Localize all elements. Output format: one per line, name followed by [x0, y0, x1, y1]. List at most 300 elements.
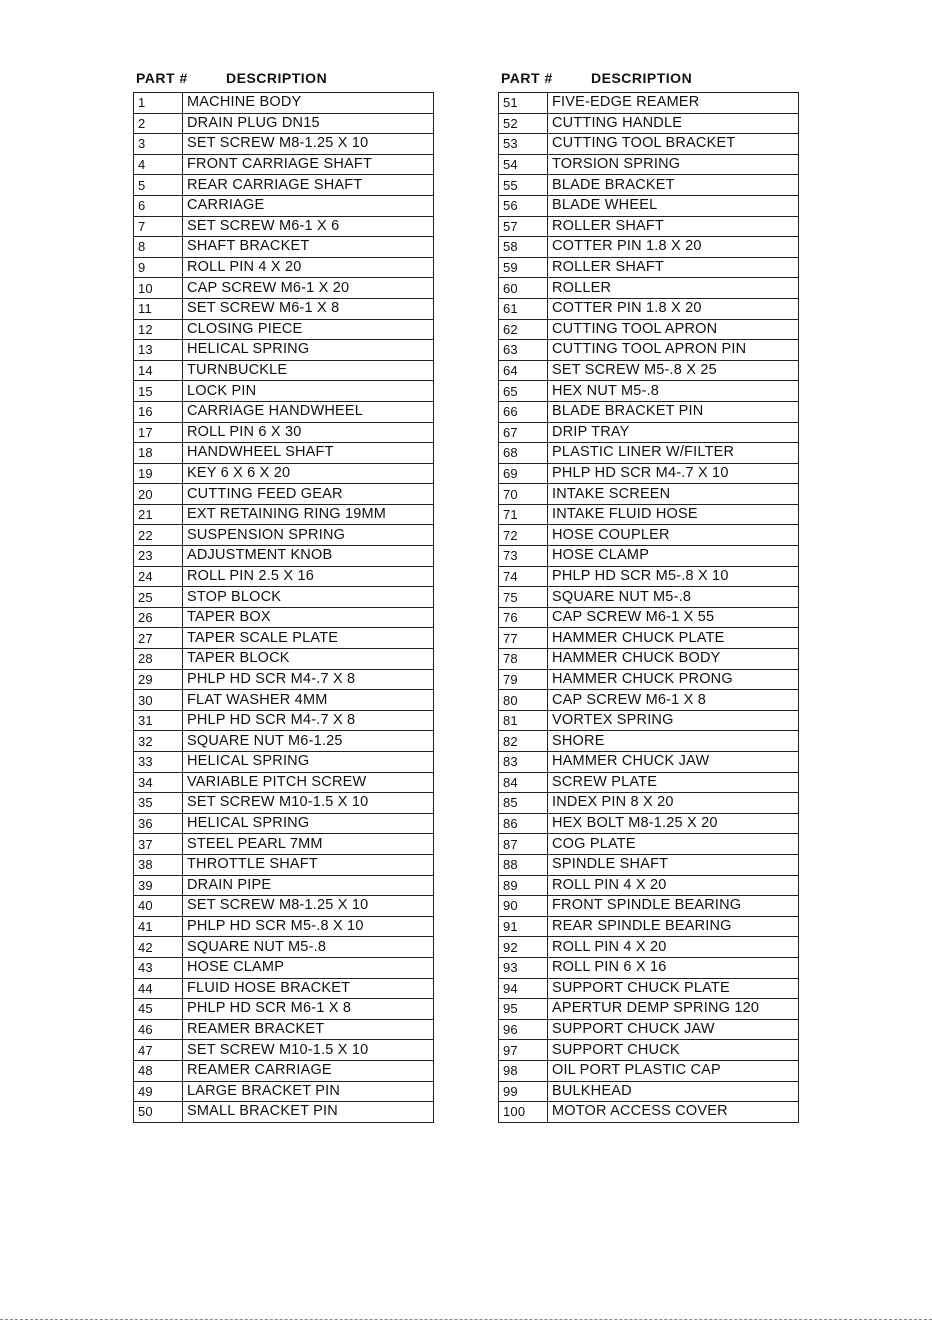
part-description-cell: SUPPORT CHUCK JAW: [548, 1019, 799, 1040]
part-description-cell: PHLP HD SCR M4-.7 X 8: [183, 669, 434, 690]
part-number-cell: 84: [499, 772, 548, 793]
part-number-cell: 57: [499, 216, 548, 237]
part-description-cell: FRONT SPINDLE BEARING: [548, 896, 799, 917]
table-row: [499, 1060, 799, 1081]
part-number-cell: 61: [499, 298, 548, 319]
parts-column-left: [133, 70, 434, 1123]
part-number-cell: 88: [499, 854, 548, 875]
part-description-cell: SUPPORT CHUCK PLATE: [548, 978, 799, 999]
part-description-cell: BLADE BRACKET PIN: [548, 401, 799, 422]
part-number-cell: 77: [499, 628, 548, 649]
table-row: [134, 504, 434, 525]
part-description-cell: SET SCREW M8-1.25 X 10: [183, 896, 434, 917]
table-row: [499, 854, 799, 875]
table-row: [134, 607, 434, 628]
part-description-cell: ROLL PIN 6 X 30: [183, 422, 434, 443]
table-row: [499, 1019, 799, 1040]
part-number-cell: 38: [134, 854, 183, 875]
table-row: [499, 216, 799, 237]
part-number-cell: 98: [499, 1060, 548, 1081]
table-row: [134, 195, 434, 216]
table-row: [499, 195, 799, 216]
part-description-cell: CUTTING TOOL APRON PIN: [548, 340, 799, 361]
part-number-cell: 75: [499, 587, 548, 608]
table-row: [499, 731, 799, 752]
part-number-cell: 89: [499, 875, 548, 896]
part-description-cell: DRAIN PLUG DN15: [183, 113, 434, 134]
part-description-cell: ADJUSTMENT KNOB: [183, 546, 434, 567]
part-number-cell: 16: [134, 401, 183, 422]
part-description-cell: COG PLATE: [548, 834, 799, 855]
table-row: [134, 566, 434, 587]
table-row: [134, 587, 434, 608]
part-description-cell: CARRIAGE: [183, 195, 434, 216]
part-number-header: PART #: [501, 70, 553, 86]
part-number-cell: 45: [134, 999, 183, 1020]
part-description-cell: HEX NUT M5-.8: [548, 381, 799, 402]
table-row: [134, 93, 434, 114]
table-row: [134, 237, 434, 258]
table-row: [134, 793, 434, 814]
part-number-cell: 28: [134, 649, 183, 670]
part-number-cell: 92: [499, 937, 548, 958]
table-row: [499, 999, 799, 1020]
table-row: [134, 340, 434, 361]
part-description-cell: EXT RETAINING RING 19MM: [183, 504, 434, 525]
table-row: [134, 978, 434, 999]
part-number-cell: 15: [134, 381, 183, 402]
table-row: [499, 875, 799, 896]
part-number-cell: 44: [134, 978, 183, 999]
part-number-cell: 12: [134, 319, 183, 340]
table-row: [134, 113, 434, 134]
part-number-cell: 8: [134, 237, 183, 258]
table-row: [134, 1019, 434, 1040]
part-number-cell: 14: [134, 360, 183, 381]
part-number-cell: 17: [134, 422, 183, 443]
part-description-cell: SQUARE NUT M5-.8: [183, 937, 434, 958]
part-number-cell: 29: [134, 669, 183, 690]
part-description-cell: SUPPORT CHUCK: [548, 1040, 799, 1061]
part-number-cell: 43: [134, 957, 183, 978]
part-description-cell: COTTER PIN 1.8 X 20: [548, 237, 799, 258]
table-row: [499, 587, 799, 608]
part-number-cell: 24: [134, 566, 183, 587]
part-description-cell: HAMMER CHUCK PLATE: [548, 628, 799, 649]
part-number-cell: 19: [134, 463, 183, 484]
table-row: [499, 237, 799, 258]
part-number-cell: 47: [134, 1040, 183, 1061]
part-description-cell: LOCK PIN: [183, 381, 434, 402]
table-row: [499, 1081, 799, 1102]
part-number-cell: 60: [499, 278, 548, 299]
table-row: [499, 319, 799, 340]
part-number-cell: 2: [134, 113, 183, 134]
part-description-cell: HANDWHEEL SHAFT: [183, 443, 434, 464]
part-number-cell: 11: [134, 298, 183, 319]
part-description-cell: FLAT WASHER 4MM: [183, 690, 434, 711]
part-description-cell: SET SCREW M10-1.5 X 10: [183, 1040, 434, 1061]
part-description-cell: VORTEX SPRING: [548, 710, 799, 731]
part-description-cell: SUSPENSION SPRING: [183, 525, 434, 546]
table-row: [134, 154, 434, 175]
part-number-cell: 31: [134, 710, 183, 731]
part-description-cell: ROLL PIN 4 X 20: [183, 257, 434, 278]
table-row: [134, 628, 434, 649]
table-row: [134, 360, 434, 381]
part-description-cell: PLASTIC LINER W/FILTER: [548, 443, 799, 464]
part-description-cell: SHORE: [548, 731, 799, 752]
part-description-cell: SQUARE NUT M6-1.25: [183, 731, 434, 752]
table-row: [499, 401, 799, 422]
table-row: [499, 710, 799, 731]
part-number-cell: 3: [134, 134, 183, 155]
table-row: [499, 546, 799, 567]
part-description-cell: HELICAL SPRING: [183, 752, 434, 773]
part-number-cell: 40: [134, 896, 183, 917]
part-description-cell: INTAKE FLUID HOSE: [548, 504, 799, 525]
table-row: [499, 566, 799, 587]
page-bottom-divider: [0, 1319, 932, 1320]
part-number-cell: 53: [499, 134, 548, 155]
part-description-cell: ROLL PIN 6 X 16: [548, 957, 799, 978]
part-description-cell: CUTTING TOOL APRON: [548, 319, 799, 340]
table-row: [499, 113, 799, 134]
part-description-cell: FLUID HOSE BRACKET: [183, 978, 434, 999]
part-number-cell: 34: [134, 772, 183, 793]
column-header: [133, 70, 434, 92]
table-row: [499, 154, 799, 175]
part-description-cell: STEEL PEARL 7MM: [183, 834, 434, 855]
part-number-cell: 93: [499, 957, 548, 978]
part-number-cell: 9: [134, 257, 183, 278]
part-number-cell: 58: [499, 237, 548, 258]
part-number-cell: 49: [134, 1081, 183, 1102]
part-description-cell: ROLLER SHAFT: [548, 216, 799, 237]
table-row: [499, 793, 799, 814]
part-description-cell: HELICAL SPRING: [183, 813, 434, 834]
part-description-cell: REAR CARRIAGE SHAFT: [183, 175, 434, 196]
table-row: [134, 649, 434, 670]
part-number-cell: 26: [134, 607, 183, 628]
part-number-cell: 21: [134, 504, 183, 525]
table-row: [134, 999, 434, 1020]
part-number-cell: 13: [134, 340, 183, 361]
part-number-cell: 30: [134, 690, 183, 711]
table-row: [134, 937, 434, 958]
part-description-cell: SET SCREW M10-1.5 X 10: [183, 793, 434, 814]
part-description-cell: HAMMER CHUCK JAW: [548, 752, 799, 773]
part-description-cell: CAP SCREW M6-1 X 55: [548, 607, 799, 628]
table-row: [499, 360, 799, 381]
part-description-cell: VARIABLE PITCH SCREW: [183, 772, 434, 793]
part-number-cell: 73: [499, 546, 548, 567]
part-number-cell: 36: [134, 813, 183, 834]
part-number-cell: 86: [499, 813, 548, 834]
part-description-cell: BLADE WHEEL: [548, 195, 799, 216]
part-description-cell: HAMMER CHUCK PRONG: [548, 669, 799, 690]
parts-table-left: [133, 92, 434, 1123]
part-description-cell: SET SCREW M6-1 X 6: [183, 216, 434, 237]
part-number-cell: 85: [499, 793, 548, 814]
table-row: [499, 298, 799, 319]
part-description-cell: CAP SCREW M6-1 X 20: [183, 278, 434, 299]
table-row: [499, 443, 799, 464]
part-description-cell: LARGE BRACKET PIN: [183, 1081, 434, 1102]
part-description-cell: MACHINE BODY: [183, 93, 434, 114]
part-number-cell: 82: [499, 731, 548, 752]
part-number-cell: 74: [499, 566, 548, 587]
part-description-cell: CLOSING PIECE: [183, 319, 434, 340]
part-number-cell: 100: [499, 1102, 548, 1123]
part-description-cell: INDEX PIN 8 X 20: [548, 793, 799, 814]
part-description-cell: INTAKE SCREEN: [548, 484, 799, 505]
part-number-cell: 37: [134, 834, 183, 855]
part-number-cell: 97: [499, 1040, 548, 1061]
table-row: [134, 463, 434, 484]
table-row: [499, 340, 799, 361]
table-row: [134, 669, 434, 690]
part-number-cell: 39: [134, 875, 183, 896]
part-description-cell: FIVE-EDGE REAMER: [548, 93, 799, 114]
table-row: [134, 278, 434, 299]
part-description-cell: FRONT CARRIAGE SHAFT: [183, 154, 434, 175]
table-row: [499, 669, 799, 690]
part-description-cell: HOSE COUPLER: [548, 525, 799, 546]
table-row: [499, 916, 799, 937]
part-description-cell: PHLP HD SCR M5-.8 X 10: [183, 916, 434, 937]
part-number-cell: 54: [499, 154, 548, 175]
part-description-cell: SPINDLE SHAFT: [548, 854, 799, 875]
table-row: [499, 134, 799, 155]
table-row: [499, 896, 799, 917]
part-number-cell: 79: [499, 669, 548, 690]
table-row: [499, 957, 799, 978]
table-row: [134, 896, 434, 917]
table-row: [134, 175, 434, 196]
part-number-cell: 46: [134, 1019, 183, 1040]
part-description-cell: SHAFT BRACKET: [183, 237, 434, 258]
table-row: [134, 1102, 434, 1123]
part-number-cell: 18: [134, 443, 183, 464]
part-number-cell: 62: [499, 319, 548, 340]
part-number-cell: 5: [134, 175, 183, 196]
part-description-cell: BULKHEAD: [548, 1081, 799, 1102]
part-number-cell: 35: [134, 793, 183, 814]
part-description-cell: REAMER BRACKET: [183, 1019, 434, 1040]
table-row: [134, 422, 434, 443]
part-description-cell: DRIP TRAY: [548, 422, 799, 443]
column-header: [498, 70, 799, 92]
part-description-cell: CUTTING TOOL BRACKET: [548, 134, 799, 155]
part-number-cell: 55: [499, 175, 548, 196]
table-row: [499, 504, 799, 525]
parts-table-right: [498, 92, 799, 1123]
table-row: [499, 257, 799, 278]
part-number-cell: 80: [499, 690, 548, 711]
table-row: [134, 525, 434, 546]
table-row: [134, 875, 434, 896]
part-description-cell: SQUARE NUT M5-.8: [548, 587, 799, 608]
part-description-cell: ROLL PIN 4 X 20: [548, 937, 799, 958]
table-row: [499, 278, 799, 299]
part-description-cell: BLADE BRACKET: [548, 175, 799, 196]
part-number-cell: 94: [499, 978, 548, 999]
part-description-cell: TAPER BOX: [183, 607, 434, 628]
table-row: [499, 381, 799, 402]
table-row: [499, 978, 799, 999]
part-number-cell: 67: [499, 422, 548, 443]
table-row: [134, 443, 434, 464]
table-row: [134, 710, 434, 731]
table-row: [499, 834, 799, 855]
part-description-cell: ROLL PIN 2.5 X 16: [183, 566, 434, 587]
table-row: [134, 916, 434, 937]
part-number-cell: 23: [134, 546, 183, 567]
part-number-cell: 56: [499, 195, 548, 216]
table-row: [134, 752, 434, 773]
table-row: [134, 834, 434, 855]
part-description-cell: ROLLER: [548, 278, 799, 299]
part-number-cell: 51: [499, 93, 548, 114]
part-number-cell: 63: [499, 340, 548, 361]
table-row: [499, 1102, 799, 1123]
table-row: [499, 1040, 799, 1061]
part-description-cell: HOSE CLAMP: [183, 957, 434, 978]
part-description-cell: TORSION SPRING: [548, 154, 799, 175]
part-description-cell: ROLL PIN 4 X 20: [548, 875, 799, 896]
part-description-cell: DRAIN PIPE: [183, 875, 434, 896]
table-row: [134, 298, 434, 319]
table-row: [134, 134, 434, 155]
part-number-cell: 42: [134, 937, 183, 958]
part-number-cell: 96: [499, 1019, 548, 1040]
part-number-cell: 83: [499, 752, 548, 773]
part-description-cell: PHLP HD SCR M4-.7 X 8: [183, 710, 434, 731]
part-description-cell: HEX BOLT M8-1.25 X 20: [548, 813, 799, 834]
part-number-cell: 95: [499, 999, 548, 1020]
part-description-cell: CARRIAGE HANDWHEEL: [183, 401, 434, 422]
part-number-cell: 90: [499, 896, 548, 917]
table-row: [499, 525, 799, 546]
table-row: [134, 690, 434, 711]
description-header: DESCRIPTION: [226, 70, 328, 86]
part-description-cell: HOSE CLAMP: [548, 546, 799, 567]
part-number-cell: 64: [499, 360, 548, 381]
part-description-cell: SET SCREW M5-.8 X 25: [548, 360, 799, 381]
part-number-cell: 4: [134, 154, 183, 175]
table-row: [499, 649, 799, 670]
part-number-cell: 72: [499, 525, 548, 546]
table-row: [134, 1040, 434, 1061]
part-description-cell: THROTTLE SHAFT: [183, 854, 434, 875]
part-description-cell: KEY 6 X 6 X 20: [183, 463, 434, 484]
part-number-cell: 81: [499, 710, 548, 731]
part-description-cell: CUTTING FEED GEAR: [183, 484, 434, 505]
part-number-cell: 6: [134, 195, 183, 216]
part-number-cell: 20: [134, 484, 183, 505]
part-number-cell: 50: [134, 1102, 183, 1123]
part-number-cell: 70: [499, 484, 548, 505]
table-row: [134, 1081, 434, 1102]
table-row: [499, 484, 799, 505]
part-number-cell: 76: [499, 607, 548, 628]
part-number-cell: 91: [499, 916, 548, 937]
part-number-cell: 32: [134, 731, 183, 752]
table-row: [134, 546, 434, 567]
part-description-cell: SET SCREW M8-1.25 X 10: [183, 134, 434, 155]
table-row: [134, 401, 434, 422]
part-number-cell: 25: [134, 587, 183, 608]
part-description-cell: STOP BLOCK: [183, 587, 434, 608]
table-row: [499, 628, 799, 649]
table-row: [499, 422, 799, 443]
part-number-cell: 69: [499, 463, 548, 484]
part-number-cell: 41: [134, 916, 183, 937]
part-description-cell: SET SCREW M6-1 X 8: [183, 298, 434, 319]
part-number-header: PART #: [136, 70, 188, 86]
part-number-cell: 87: [499, 834, 548, 855]
table-row: [134, 1060, 434, 1081]
table-row: [499, 607, 799, 628]
part-number-cell: 48: [134, 1060, 183, 1081]
part-number-cell: 52: [499, 113, 548, 134]
part-description-cell: PHLP HD SCR M6-1 X 8: [183, 999, 434, 1020]
description-header: DESCRIPTION: [591, 70, 693, 86]
part-description-cell: TURNBUCKLE: [183, 360, 434, 381]
table-row: [134, 957, 434, 978]
table-row: [134, 257, 434, 278]
part-description-cell: MOTOR ACCESS COVER: [548, 1102, 799, 1123]
part-description-cell: SCREW PLATE: [548, 772, 799, 793]
table-row: [499, 813, 799, 834]
part-description-cell: TAPER BLOCK: [183, 649, 434, 670]
table-row: [499, 752, 799, 773]
part-description-cell: SMALL BRACKET PIN: [183, 1102, 434, 1123]
part-number-cell: 7: [134, 216, 183, 237]
part-number-cell: 71: [499, 504, 548, 525]
part-number-cell: 33: [134, 752, 183, 773]
part-description-cell: APERTUR DEMP SPRING 120: [548, 999, 799, 1020]
part-description-cell: COTTER PIN 1.8 X 20: [548, 298, 799, 319]
table-row: [499, 93, 799, 114]
part-description-cell: ROLLER SHAFT: [548, 257, 799, 278]
part-number-cell: 1: [134, 93, 183, 114]
part-description-cell: PHLP HD SCR M4-.7 X 10: [548, 463, 799, 484]
table-row: [134, 319, 434, 340]
part-description-cell: HELICAL SPRING: [183, 340, 434, 361]
table-row: [499, 937, 799, 958]
table-row: [134, 854, 434, 875]
table-row: [134, 813, 434, 834]
part-number-cell: 59: [499, 257, 548, 278]
part-number-cell: 66: [499, 401, 548, 422]
part-number-cell: 99: [499, 1081, 548, 1102]
part-description-cell: CAP SCREW M6-1 X 8: [548, 690, 799, 711]
part-number-cell: 27: [134, 628, 183, 649]
parts-column-right: [498, 70, 799, 1123]
part-description-cell: TAPER SCALE PLATE: [183, 628, 434, 649]
part-number-cell: 22: [134, 525, 183, 546]
part-number-cell: 10: [134, 278, 183, 299]
table-row: [134, 216, 434, 237]
part-description-cell: REAMER CARRIAGE: [183, 1060, 434, 1081]
part-description-cell: CUTTING HANDLE: [548, 113, 799, 134]
part-number-cell: 68: [499, 443, 548, 464]
part-description-cell: REAR SPINDLE BEARING: [548, 916, 799, 937]
table-row: [134, 772, 434, 793]
table-row: [499, 175, 799, 196]
